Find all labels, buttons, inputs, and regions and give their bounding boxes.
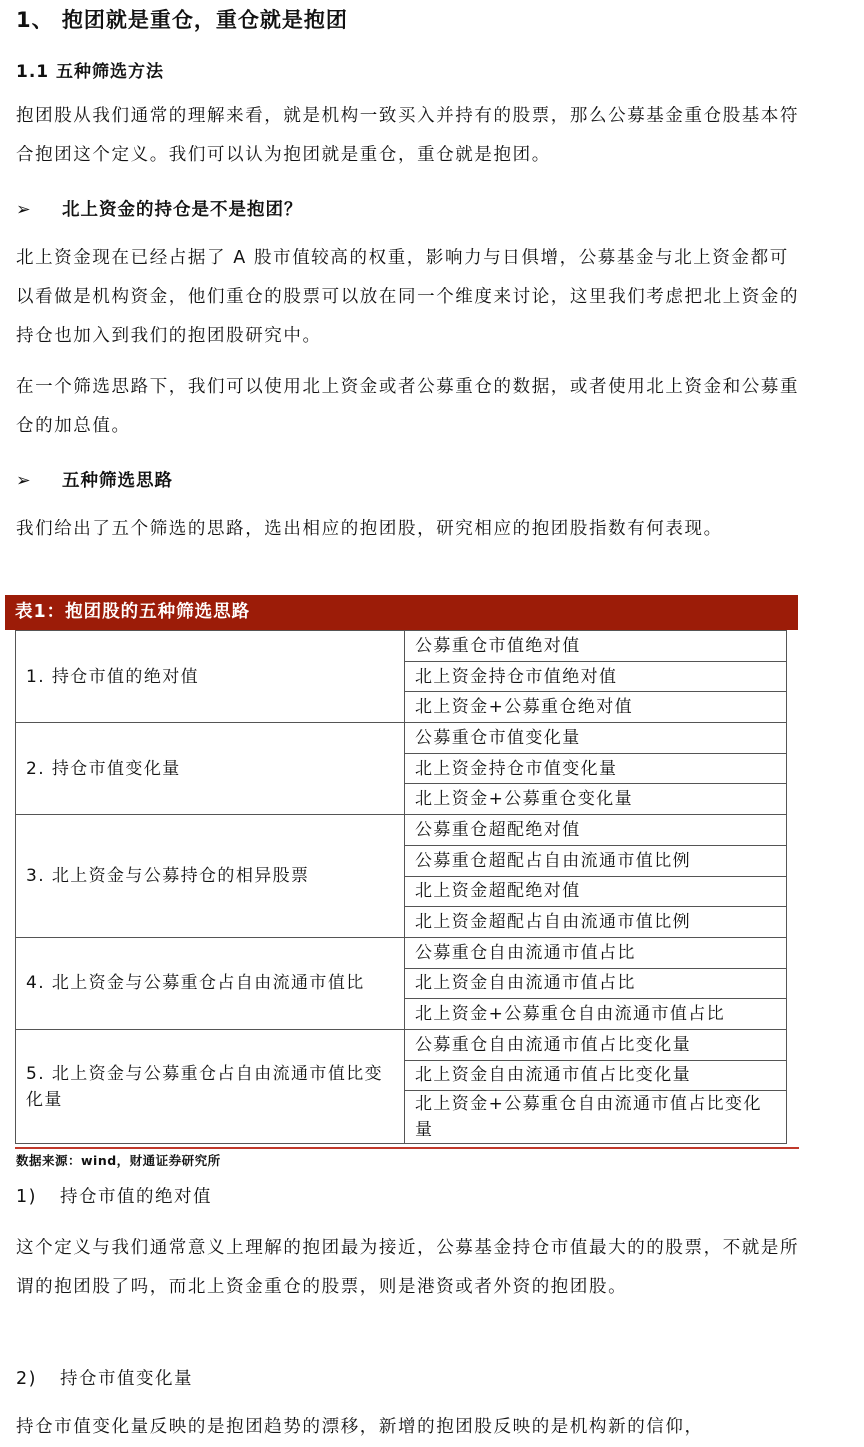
criteria-item: 公募重仓市值变化量 [405,723,787,754]
paragraph-absolute-value: 这个定义与我们通常意义上理解的抱团最为接近，公募基金持仓市值最大的的股票，不就是所谓的抱团股了吗，而北上资金重仓的股票，则是港资或者外资的抱团股。 [16,1238,800,1297]
criteria-item: 北上资金+公募重仓变化量 [405,784,787,815]
criteria-item: 北上资金+公募重仓自由流通市值占比 [405,999,787,1030]
criteria-item: 公募重仓超配占自由流通市值比例 [405,845,787,876]
bullet-heading-northbound [16,196,303,221]
table-bottom-rule [15,1147,799,1149]
criteria-item: 北上资金超配绝对值 [405,876,787,907]
paragraph-five-ideas: 我们给出了五个筛选的思路，选出相应的抱团股，研究相应的抱团股指数有何表现。 [16,519,723,539]
criteria-item: 北上资金+公募重仓自由流通市值占比变化量 [405,1091,787,1144]
criteria-item: 公募重仓自由流通市值占比 [405,937,787,968]
arrow-bullet-icon: ➢ [16,471,32,491]
bullet-text: 北上资金的持仓是不是抱团？ [62,200,303,220]
table-row [16,1029,787,1060]
criteria-item: 北上资金持仓市值变化量 [405,753,787,784]
criteria-category: 1. 持仓市值的绝对值 [16,631,405,723]
paragraph-change: 持仓市值变化量反映的是抱团趋势的漂移，新增的抱团股反映的是机构新的信仰， [16,1417,704,1437]
criteria-category: 5. 北上资金与公募重仓占自由流通市值比变化量 [16,1029,405,1143]
table-title-bar: 表1：抱团股的五种筛选思路 [5,595,798,630]
paragraph-northbound: 北上资金现在已经占据了 A 股市值较高的权重，影响力与日俱增，公募基金与北上资金都可以看做是机构资金，他们重仓的股票可以放在同一个维度来讨论，这里我们考虑把北上资金的持仓也加入到我们的抱团股研究中。 [16,248,800,346]
criteria-item: 公募重仓超配绝对值 [405,815,787,846]
item-title: 持仓市值的绝对值 [60,1187,212,1207]
criteria-item: 北上资金持仓市值绝对值 [405,661,787,692]
item-number: 1) [16,1187,37,1207]
criteria-item: 公募重仓自由流通市值占比变化量 [405,1029,787,1060]
subsection-heading: 1.1 五种筛选方法 [16,62,165,82]
item-number: 2) [16,1369,37,1389]
section-heading: 1、 抱团就是重仓，重仓就是抱团 [16,8,348,32]
paragraph-intro: 抱团股从我们通常的理解来看，就是机构一致买入并持有的股票，那么公募基金重仓股基本符合抱团这个定义。我们可以认为抱团就是重仓，重仓就是抱团。 [16,106,800,165]
arrow-bullet-icon: ➢ [16,200,32,220]
item-title: 持仓市值变化量 [60,1369,193,1389]
bullet-text: 五种筛选思路 [62,471,173,491]
numbered-item-2 [16,1365,193,1390]
table-row [16,937,787,968]
criteria-item: 北上资金+公募重仓绝对值 [405,692,787,723]
criteria-category: 2. 持仓市值变化量 [16,723,405,815]
numbered-item-1 [16,1183,212,1208]
bullet-heading-five-methods [16,467,173,492]
criteria-category: 3. 北上资金与公募持仓的相异股票 [16,815,405,938]
criteria-table [15,630,787,1144]
data-source-note: 数据来源：wind，财通证券研究所 [16,1153,221,1168]
criteria-item: 北上资金超配占自由流通市值比例 [405,907,787,938]
criteria-item: 公募重仓市值绝对值 [405,631,787,662]
table-row [16,631,787,662]
table-row [16,815,787,846]
criteria-category: 4. 北上资金与公募重仓占自由流通市值比 [16,937,405,1029]
paragraph-filter: 在一个筛选思路下，我们可以使用北上资金或者公募重仓的数据，或者使用北上资金和公募重仓的加总值。 [16,377,800,436]
criteria-item: 北上资金自由流通市值占比 [405,968,787,999]
criteria-item: 北上资金自由流通市值占比变化量 [405,1060,787,1091]
table-row [16,723,787,754]
